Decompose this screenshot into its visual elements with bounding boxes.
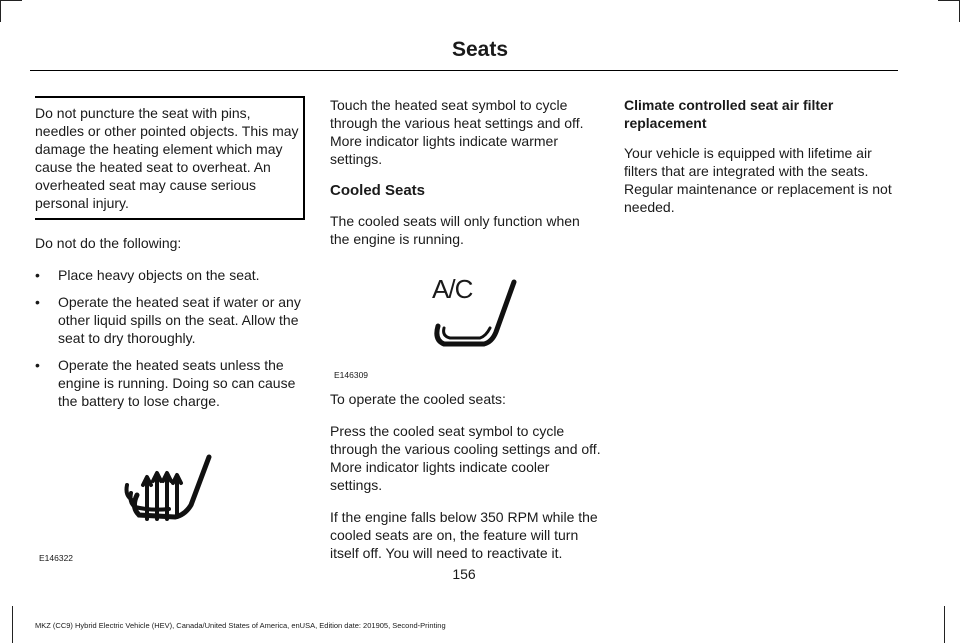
section-heading: Cooled Seats — [330, 182, 426, 199]
heated-seat-icon — [123, 447, 223, 531]
list-item: • Place heavy objects on the seat. — [35, 266, 305, 284]
paragraph: Your vehicle is equipped with lifetime air filters that are integrated with the seats. Regular maintenance or replacement is not needed. — [624, 145, 892, 215]
warning-box: Do not puncture the seat with pins, needles or other pointed objects. This may damage the heating element which may cause the heated seat to overheat. An overheated seat may cause serious personal injury. — [35, 96, 305, 220]
heated-seat-figure — [35, 419, 305, 569]
figure-code: E146309 — [334, 370, 369, 380]
paragraph: Press the cooled seat symbol to cycle through the various cooling settings and off. More indicator lights indicate cooler settings. — [330, 423, 601, 493]
figure-code: E146322 — [39, 553, 74, 563]
cooled-seat-label: A/C — [432, 274, 473, 304]
edition-footer: MKZ (CC9) Hybrid Electric Vehicle (HEV), Canada/United States of America, enUSA, Edition date: 201905, Second-Printing — [35, 621, 446, 630]
page-title: Seats — [451, 38, 509, 61]
column-left — [35, 96, 305, 569]
crop-mark — [0, 0, 22, 1]
crop-mark — [12, 606, 13, 643]
section-heading: Climate controlled seat air filter replacement — [624, 97, 834, 131]
paragraph: The cooled seats will only function when the engine is running. — [330, 213, 580, 247]
crop-mark — [0, 0, 1, 22]
column-right — [624, 96, 896, 230]
paragraph: If the engine falls below 350 RPM while the cooled seats are on, the feature will turn itself off. You will need to reactivate it. — [330, 509, 598, 561]
list-item: • Operate the heated seat if water or any other liquid spills on the seat. Allow the seat to dry thoroughly. — [35, 293, 305, 347]
list-item: • Operate the heated seats unless the engine is running. Doing so can cause the battery to lose charge. — [35, 356, 305, 410]
page-number: 156 — [452, 566, 476, 582]
cooled-seat-figure — [330, 262, 602, 380]
bullet-list — [35, 266, 305, 410]
paragraph: To operate the cooled seats: — [330, 391, 506, 407]
column-middle — [330, 96, 602, 576]
intro-text: Do not do the following: — [35, 235, 182, 251]
header-divider — [30, 70, 898, 71]
crop-mark — [938, 0, 960, 1]
crop-mark — [944, 606, 945, 643]
cooled-seat-icon — [430, 276, 520, 356]
paragraph: Touch the heated seat symbol to cycle through the various heat settings and off. More indicator lights indicate warmer settings. — [330, 97, 584, 167]
